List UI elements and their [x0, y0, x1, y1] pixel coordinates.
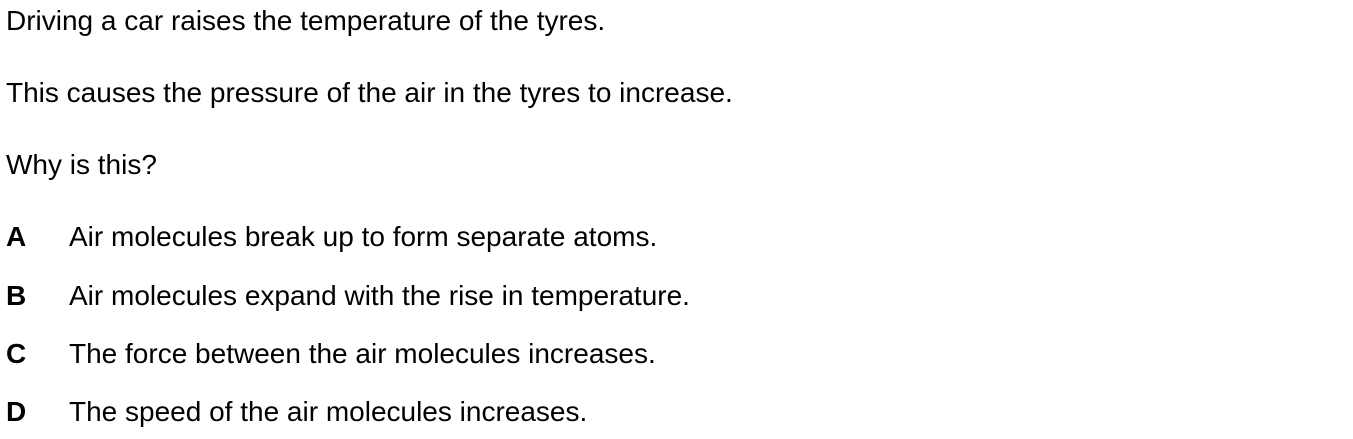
option-text: The force between the air molecules increases. [69, 338, 656, 369]
option-letter: D [6, 396, 27, 427]
option-letter: C [6, 338, 27, 369]
option-letter: A [6, 221, 27, 252]
question-statement: Driving a car raises the temperature of the tyres. [6, 5, 606, 36]
option-text: Air molecules expand with the rise in temperature. [69, 280, 690, 311]
option-text: Air molecules break up to form separate atoms. [69, 221, 658, 252]
option-letter: B [6, 280, 27, 311]
option-text: The speed of the air molecules increases. [69, 396, 588, 427]
question-statement: This causes the pressure of the air in the tyres to increase. [6, 77, 733, 108]
question-prompt: Why is this? [6, 149, 157, 180]
